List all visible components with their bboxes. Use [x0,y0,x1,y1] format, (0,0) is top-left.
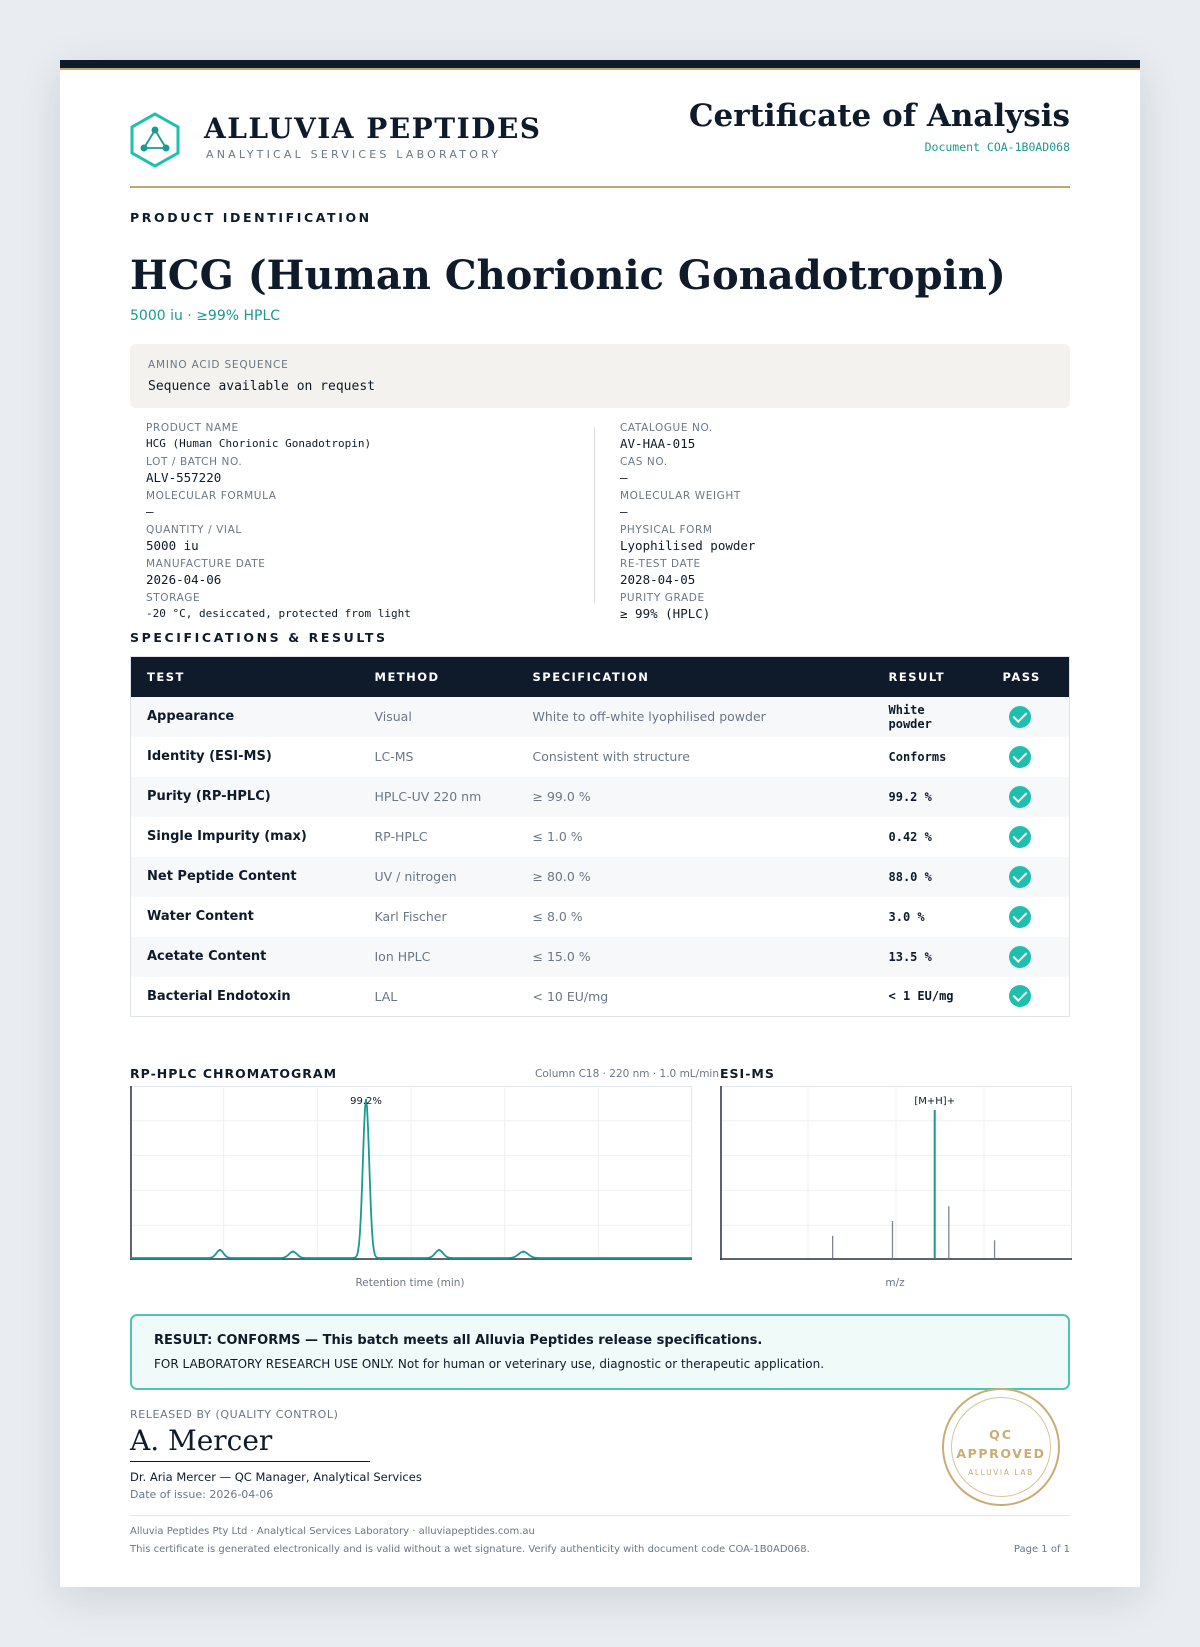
signature: A. Mercer [130,1424,273,1457]
document-title: Certificate of Analysis [688,98,1070,134]
esi-title: ESI-MS [720,1066,775,1081]
method-cell: Karl Fischer [359,897,517,937]
chromatogram-peak [219,1249,221,1251]
check-icon [1009,866,1031,888]
column-header-specification: SPECIFICATION [517,657,873,697]
check-icon [1009,906,1031,928]
method-cell: Visual [359,697,517,737]
section-label-specs: SPECIFICATIONS & RESULTS [130,630,388,645]
check-icon [1009,786,1031,808]
table-row [131,817,1070,857]
field-label: CAS NO. [620,456,668,468]
field-label: RE-TEST DATE [620,558,701,570]
field-value: ALV-557220 [146,470,222,485]
esi-chart [720,1086,1072,1260]
table-header-row [131,657,1070,697]
field-value: 2026-04-06 [146,572,222,587]
pass-cell [987,857,1070,897]
pass-cell [987,937,1070,977]
document-code: Document COA-1B0AD068 [924,140,1070,154]
stamp-text: ALLUVIA LAB [968,1468,1034,1477]
result-cell: < 1 EU/mg [873,977,987,1017]
result-cell: White powder [873,697,987,737]
release-label: RELEASED BY (QUALITY CONTROL) [130,1408,339,1421]
field-value: ≥ 99% (HPLC) [620,606,711,621]
field-label: PHYSICAL FORM [620,524,713,536]
field-label: LOT / BATCH NO. [146,456,243,468]
pass-cell [987,737,1070,777]
specification-cell: Consistent with structure [517,737,873,777]
field-label: MANUFACTURE DATE [146,558,266,570]
field-label: PURITY GRADE [620,592,705,604]
column-header-result: RESULT [873,657,987,697]
chromatogram-chart [130,1086,692,1260]
esi-x-label: m/z [885,1277,905,1289]
issue-date: Date of issue: 2026-04-06 [130,1488,274,1501]
peak-label: 99.2% [350,1096,382,1107]
method-cell: HPLC-UV 220 nm [359,777,517,817]
table-row [131,777,1070,817]
specification-cell: ≤ 8.0 % [517,897,873,937]
column-header-pass: PASS [987,657,1070,697]
field-label: PRODUCT NAME [146,422,239,434]
table-row [131,737,1070,777]
chromatogram-peak [522,1250,524,1252]
field-value: AV-HAA-015 [620,436,696,451]
check-icon [1009,706,1031,728]
method-cell: LAL [359,977,517,1017]
product-subtitle: 5000 iu · ≥99% HPLC [130,308,281,324]
field-value: 5000 iu [146,538,199,553]
method-cell: LC-MS [359,737,517,777]
result-main: RESULT: CONFORMS — This batch meets all Alluvia Peptides release specifications. [154,1333,763,1348]
product-title: HCG (Human Chorionic Gonadotropin) [130,252,1006,299]
test-cell: Purity (RP-HPLC) [131,777,359,817]
field-label: QUANTITY / VIAL [146,524,242,536]
specs-table-body [131,697,1070,1017]
field-label: MOLECULAR FORMULA [146,490,277,502]
chromatogram-note: Column C18 · 220 nm · 1.0 mL/min [535,1068,719,1080]
result-cell: 99.2 % [873,777,987,817]
field-label: CATALOGUE NO. [620,422,713,434]
sequence-value: Sequence available on request [148,379,375,394]
field-label: MOLECULAR WEIGHT [620,490,741,502]
check-icon [1009,826,1031,848]
result-cell: Conforms [873,737,987,777]
chromatogram-peak [292,1250,294,1252]
result-cell: 13.5 % [873,937,987,977]
result-note: FOR LABORATORY RESEARCH USE ONLY. Not for human or veterinary use, diagnostic or therapeutic application. [154,1357,825,1371]
specs-table [130,656,1070,1017]
field-value: HCG (Human Chorionic Gonadotropin) [146,437,372,450]
test-cell: Water Content [131,897,359,937]
specification-cell: White to off-white lyophilised powder [517,697,873,737]
logo-icon [128,110,182,170]
check-icon [1009,746,1031,768]
top-bar [60,60,1140,68]
test-cell: Appearance [131,697,359,737]
page-number: Page 1 of 1 [1013,1544,1070,1555]
method-cell: RP-HPLC [359,817,517,857]
sequence-label: AMINO ACID SEQUENCE [148,359,289,371]
field-value: -20 °C, desiccated, protected from light [146,607,411,620]
table-row [131,977,1070,1017]
specification-cell: < 10 EU/mg [517,977,873,1017]
result-cell: 88.0 % [873,857,987,897]
pass-cell [987,697,1070,737]
column-header-method: METHOD [359,657,517,697]
signature-line [130,1461,370,1462]
section-label-product: PRODUCT IDENTIFICATION [130,210,372,225]
result-cell: 0.42 % [873,817,987,857]
top-accent [60,68,1140,70]
table-row [131,937,1070,977]
field-value: — [146,504,154,519]
field-label: STORAGE [146,592,201,604]
test-cell: Single Impurity (max) [131,817,359,857]
specification-cell: ≤ 1.0 % [517,817,873,857]
qc-approved-stamp [942,1388,1060,1506]
field-value: 2028-04-05 [620,572,696,587]
certificate-page [60,60,1140,1587]
test-cell: Bacterial Endotoxin [131,977,359,1017]
table-row [131,897,1070,937]
specification-cell: ≥ 99.0 % [517,777,873,817]
stamp-text: APPROVED [956,1446,1046,1461]
brand-name: ALLUVIA PEPTIDES [204,112,542,145]
pass-cell [987,897,1070,937]
chromatogram-x-label: Retention time (min) [355,1277,465,1289]
result-box [130,1314,1070,1390]
footer-divider [130,1515,1070,1516]
stamp-text: QC [989,1427,1013,1442]
field-value: Lyophilised powder [620,538,756,553]
header-divider [130,186,1070,188]
brand-subtitle: ANALYTICAL SERVICES LABORATORY [206,148,502,161]
field-value: — [620,470,628,485]
method-cell: UV / nitrogen [359,857,517,897]
specification-cell: ≤ 15.0 % [517,937,873,977]
test-cell: Identity (ESI-MS) [131,737,359,777]
specification-cell: ≥ 80.0 % [517,857,873,897]
footer-company: Alluvia Peptides Pty Ltd · Analytical Services Laboratory · alluviapeptides.com.au [130,1526,535,1537]
table-row [131,697,1070,737]
peak-label: [M+H]+ [914,1096,956,1107]
check-icon [1009,985,1031,1007]
footer-validity: This certificate is generated electronically and is valid without a wet signature. Verify authenticity with document code COA-1B0AD068. [130,1544,810,1555]
column-header-test: TEST [131,657,359,697]
field-value: — [620,504,628,519]
pass-cell [987,817,1070,857]
pass-cell [987,977,1070,1017]
table-row [131,857,1070,897]
test-cell: Net Peptide Content [131,857,359,897]
result-cell: 3.0 % [873,897,987,937]
check-icon [1009,946,1031,968]
pass-cell [987,777,1070,817]
sequence-box [130,344,1070,408]
test-cell: Acetate Content [131,937,359,977]
chromatogram-peak [438,1249,440,1251]
method-cell: Ion HPLC [359,937,517,977]
signer-name: Dr. Aria Mercer — QC Manager, Analytical Services [130,1470,422,1484]
chromatogram-title: RP-HPLC CHROMATOGRAM [130,1066,338,1081]
fields-divider [594,427,595,603]
